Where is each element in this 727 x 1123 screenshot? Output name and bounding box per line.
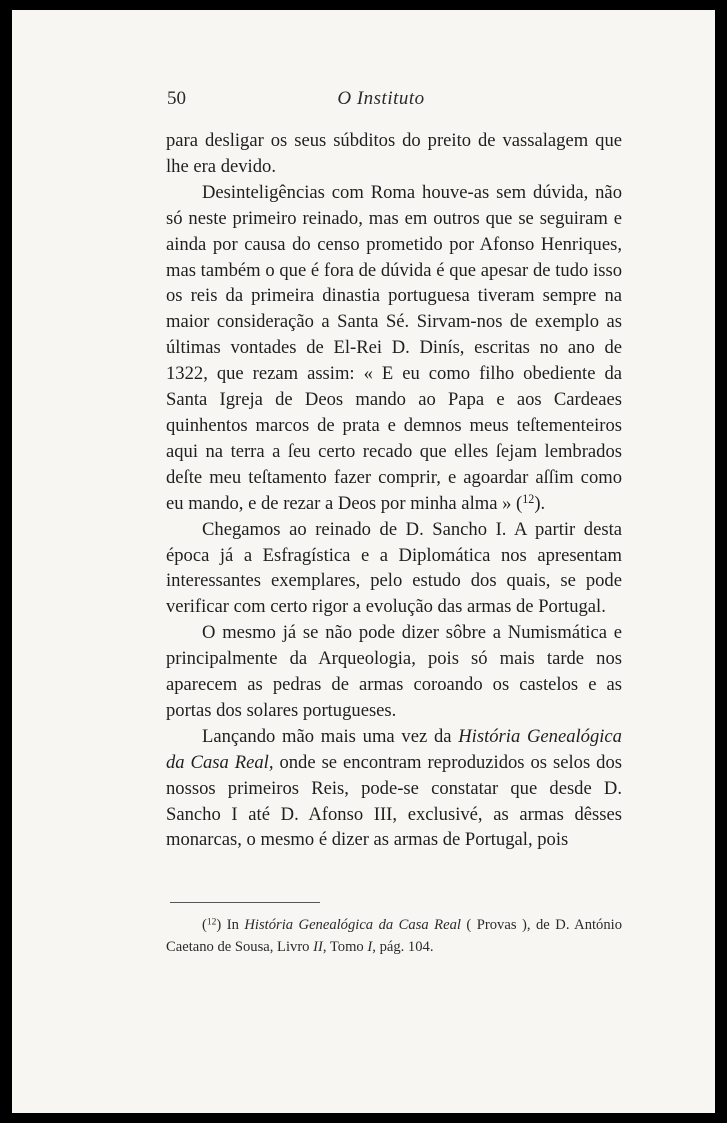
page-number: 50 bbox=[167, 88, 186, 109]
paragraph-sancho: Chegamos ao reinado de D. Sancho I. A partir desta época já a Esfragística e a Diplomática nos apresentam interessantes exemplares, pelo estudo dos quais, se pode verificar com certo rigor a evolução das armas de Portugal. bbox=[166, 518, 622, 618]
footnote-reference: 12 bbox=[522, 491, 535, 506]
book-title: História Genealógica da Casa Real, bbox=[166, 725, 622, 773]
paragraph-roma: Desinteligências com Roma houve-as sem dúvida, não só neste primeiro reinado, mas em outros que se seguiram e ainda por causa do censo prometido por Afonso Henriques, mas também o que é fora de dúvida é que apesar de tudo isso os reis da primeira dinastia portuguesa tiveram sempre na maior consideração a Santa Sé. Sirvam-nos de exemplo as últimas vontades de El-Rei D. Dinís, escritas no ano de 1322, que rezam assim: « E eu como filho obediente da Santa Igreja de Deos mando ao Papa e aos Cardeaes quinhentos marcos de prata e demnos meus teſtementeiros aqui na terra a ſeu certo recado que elles ſejam lembrados deſte meu teſtamento fazer comprir, e agoardar aſſim como eu mando, e de rezar a Deos por minha alma » ($^{12}$). bbox=[166, 181, 622, 514]
footnote: ($^{12}$) In História Genealógica da Casa Real ( Provas ), de D. António Caetano de Sousa, Livro II, Tomo I, pág. 104. bbox=[166, 917, 622, 955]
footnote-marker: 12 bbox=[206, 917, 217, 928]
paragraph-continuation: para desligar os seus súbditos do preito de vassalagem que lhe era devido. bbox=[166, 130, 622, 177]
page-header bbox=[167, 88, 595, 114]
footnote-divider bbox=[170, 902, 320, 903]
running-title: O Instituto bbox=[337, 88, 425, 109]
paragraph-numismatica: O mesmo já se não pode dizer sôbre a Numismática e principalmente da Arqueologia, pois só mais tarde nos aparecem as pedras de armas coroando os castelos e as portas dos solares portugueses. bbox=[166, 622, 622, 721]
book-page bbox=[12, 10, 715, 1113]
body-text bbox=[166, 128, 622, 853]
paragraph-historia: Lançando mão mais uma vez da História Genealógica da Casa Real, onde se encontram reproduzidos os selos dos nossos primeiros Reis, pode-se constatar que desde D. Sancho I até D. Afonso III, exclusivé, as armas dêsses monarcas, o mesmo é dizer as armas de Portugal, pois bbox=[166, 725, 622, 851]
